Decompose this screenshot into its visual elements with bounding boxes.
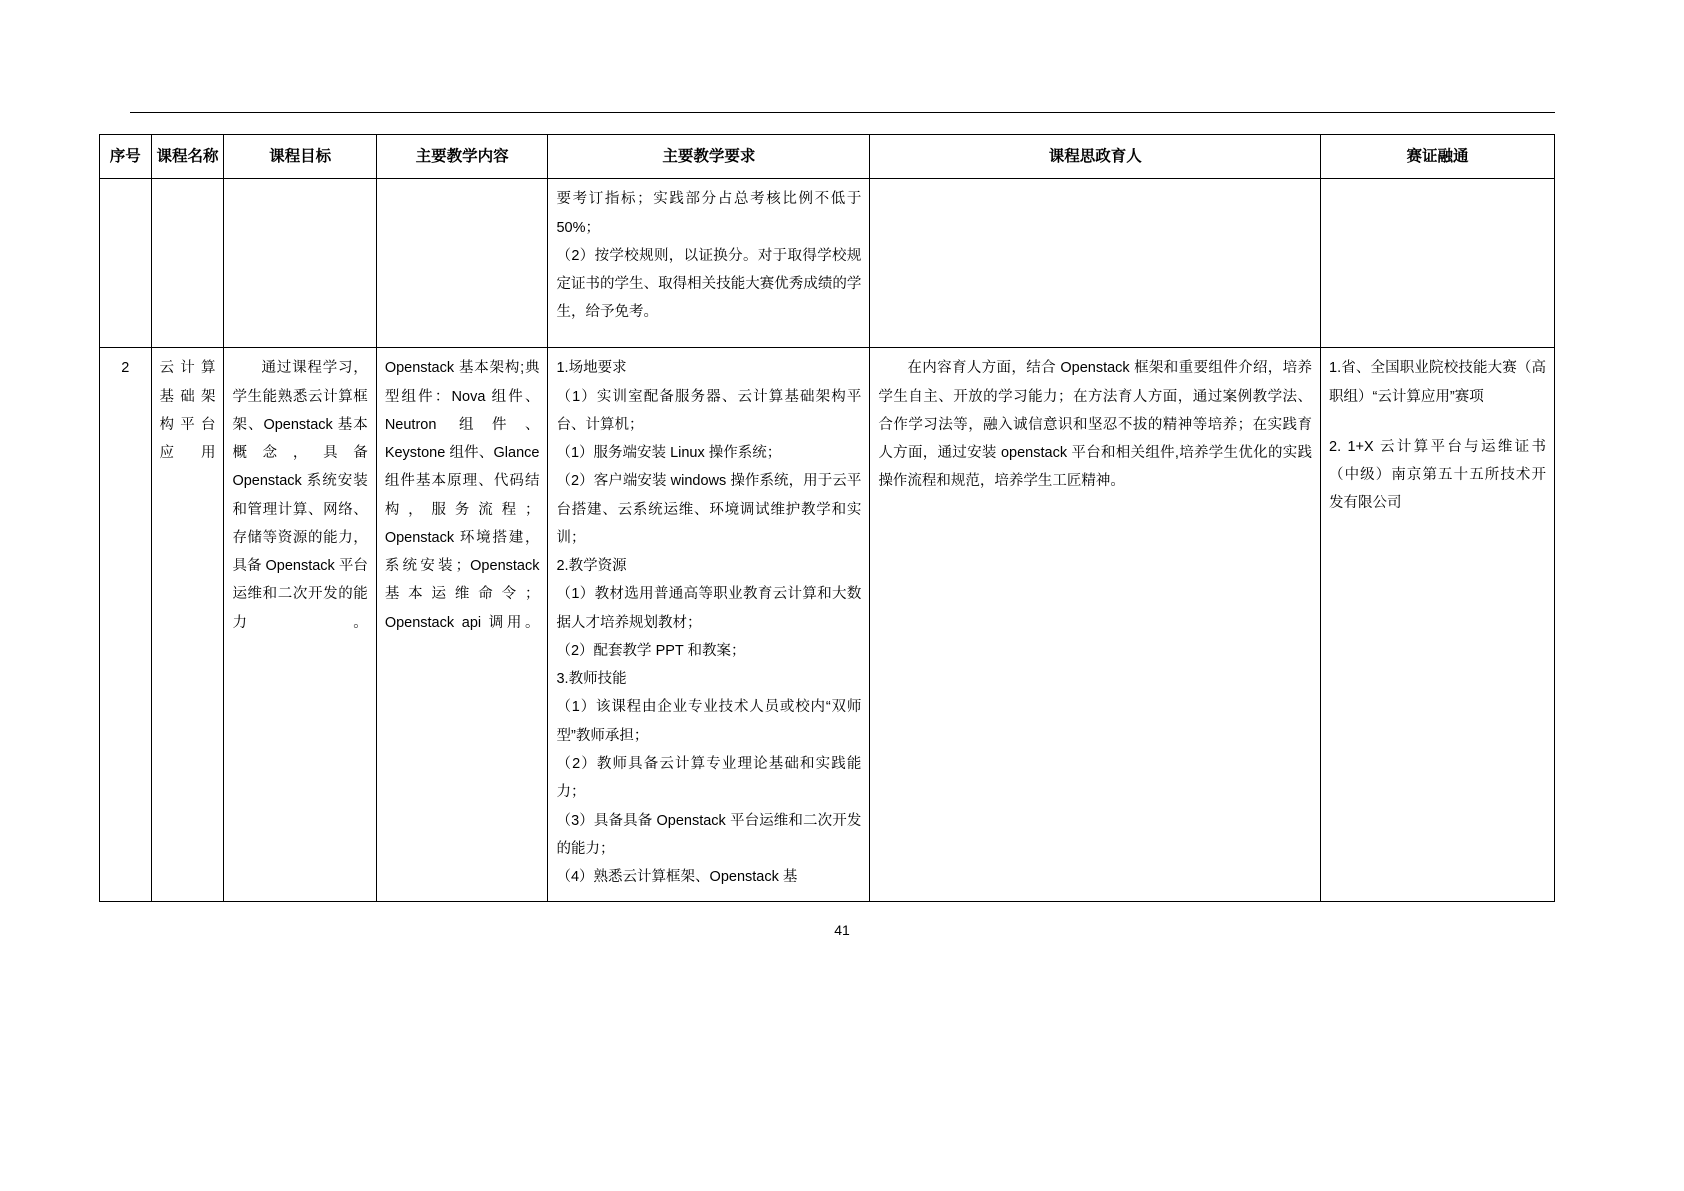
requirement-line: （3）具备具备 Openstack 平台运维和二次开发的能力；	[556, 812, 862, 857]
certification-line: 2. 1+X 云计算平台与运维证书（中级）南京第五十五所技术开发有限公司	[1329, 438, 1546, 512]
cell-competition-certification	[1321, 348, 1555, 902]
certification-line: 1.省、全国职业院校技能大赛（高职组）“云计算应用”赛项	[1329, 360, 1546, 405]
cell-course-name	[151, 179, 224, 348]
table-header-row	[100, 135, 1555, 179]
requirement-line: 1.场地要求	[556, 360, 627, 377]
column-header-seq: 序号	[100, 135, 152, 179]
cell-ideology-education: 在内容育人方面，结合 Openstack 框架和重要组件介绍，培养学生自主、开放的学习能力；在方法育人方面，通过案例教学法、合作学习法等，融入诚信意识和坚忍不拔的精神等培养；在实践育人方面，通过安装 openstack 平台和相关组件,培养学生优化的实践操作流程和规范，培养学生工匠精神。	[870, 348, 1321, 902]
cell-seq: 2	[100, 348, 152, 902]
page-number: 41	[834, 922, 850, 938]
requirement-line: 3.教师技能	[556, 671, 627, 688]
requirement-line: （2）教师具备云计算专业理论基础和实践能力；	[556, 755, 862, 801]
cell-seq	[100, 179, 152, 348]
table-row	[100, 179, 1555, 348]
cell-teaching-content: Openstack 基本架构;典型组件：Nova 组件、Neutron 组件、Keystone 组件、Glance 组件基本原理、代码结构，服务流程；Openstack 环境搭建，系统安装；Openstack 基本运维命令；Openstack api 调用。	[376, 348, 548, 902]
requirement-line: （2）按学校规则，以证换分。对于取得学校规定证书的学生、取得相关技能大赛优秀成绩的学生，给予免考。	[556, 247, 862, 321]
requirement-line: （1）教材选用普通高等职业教育云计算和大数据人才培养规划教材；	[556, 586, 862, 631]
page-header-rule	[130, 112, 1555, 113]
spacer	[1329, 411, 1546, 433]
cell-course-goal: 通过课程学习，学生能熟悉云计算框架、Openstack 基本概念，具备 Openstack 系统安装和管理计算、网络、存储等资源的能力，具备 Openstack 平台运维和二次开发的能力。	[224, 348, 376, 902]
course-table	[99, 134, 1555, 902]
table-row	[100, 348, 1555, 902]
requirement-line: （1）服务端安装 Linux 操作系统；	[556, 445, 782, 462]
requirement-line: （1）该课程由企业专业技术人员或校内“双师型”教师承担；	[556, 699, 862, 744]
table-body	[100, 179, 1555, 902]
requirement-line: （1）实训室配备服务器、云计算基础架构平台、计算机；	[556, 388, 862, 433]
cell-ideology-education	[870, 179, 1321, 348]
cell-teaching-requirement	[548, 179, 870, 348]
column-header-teaching-requirement: 主要教学要求	[548, 135, 870, 179]
column-header-ideology-education: 课程思政育人	[870, 135, 1321, 179]
cell-course-name: 云计算基础架构平台应用	[151, 348, 224, 902]
cell-competition-certification	[1321, 179, 1555, 348]
requirement-line: （2）客户端安装 windows 操作系统，用于云平台搭建、云系统运维、环境调试维护教学和实训；	[556, 473, 862, 546]
cell-teaching-requirement	[548, 348, 870, 902]
table-header	[100, 135, 1555, 179]
requirement-line: （2）配套教学 PPT 和教案；	[556, 642, 746, 659]
column-header-teaching-content: 主要教学内容	[376, 135, 548, 179]
cell-course-goal	[224, 179, 376, 348]
cell-teaching-content	[376, 179, 548, 348]
column-header-course-goal: 课程目标	[224, 135, 376, 179]
column-header-course-name: 课程名称	[151, 135, 224, 179]
requirement-line: 2.教学资源	[556, 558, 627, 575]
requirement-line: （4）熟悉云计算框架、Openstack 基	[556, 869, 798, 886]
column-header-competition-certification: 赛证融通	[1321, 135, 1555, 179]
requirement-line: 要考订指标；实践部分占总考核比例不低于 50%；	[556, 191, 862, 236]
